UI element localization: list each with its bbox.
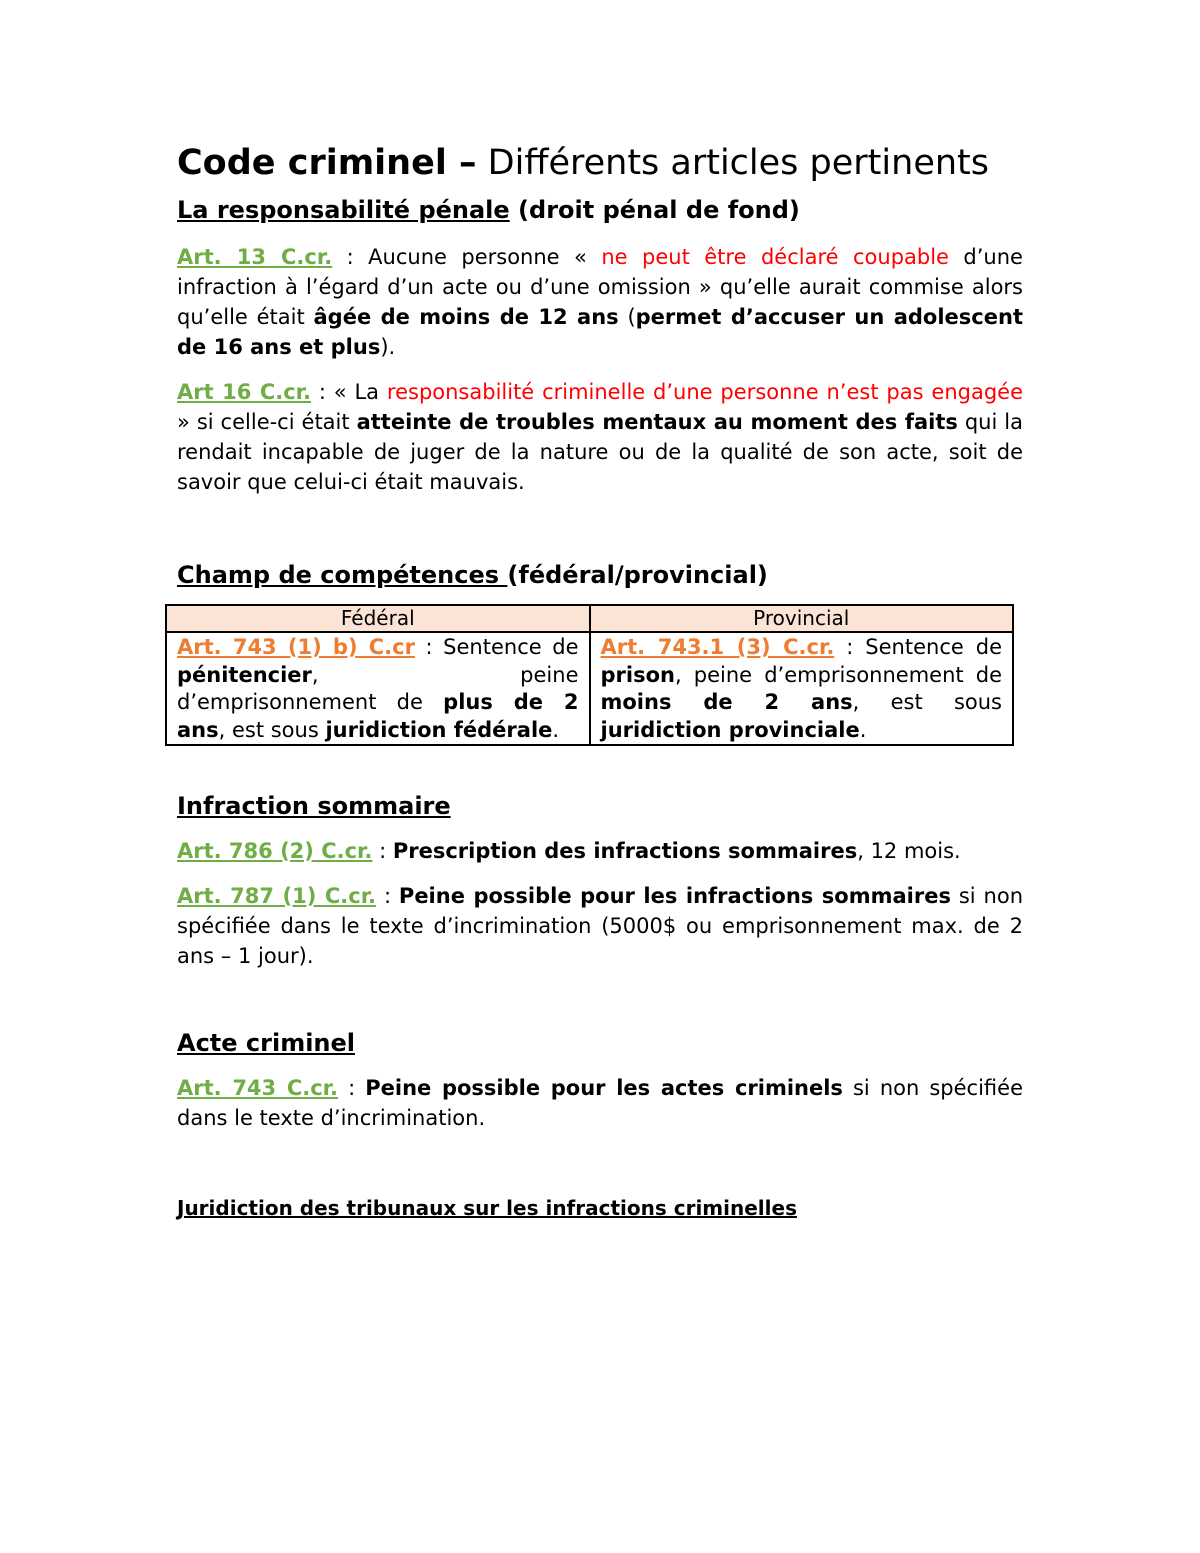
bold-text: prison bbox=[600, 662, 675, 687]
highlight-text: ne peut être déclaré coupable bbox=[601, 245, 949, 269]
text-run: , peine d’emprisonnement de bbox=[674, 662, 1002, 687]
text-run: . bbox=[859, 717, 867, 742]
text-run: : Sentence de bbox=[414, 635, 579, 659]
section-heading-responsabilite bbox=[177, 194, 1023, 226]
heading-text: Infraction sommaire bbox=[177, 792, 451, 820]
article-13-link[interactable]: Art. 13 C.cr. bbox=[177, 245, 333, 269]
bold-text: moins de 2 ans bbox=[600, 690, 853, 714]
highlight-text: responsabilité criminelle d’une personne n’est pas engagée bbox=[386, 380, 1023, 404]
bold-text: Peine possible pour les actes criminels bbox=[365, 1076, 843, 1100]
competences-table bbox=[165, 604, 1014, 746]
text-run: : bbox=[372, 839, 393, 863]
table-row bbox=[166, 632, 1013, 745]
document-content bbox=[177, 140, 1023, 1223]
table-cell-provincial bbox=[590, 632, 1014, 745]
text-run: ). bbox=[380, 335, 396, 359]
text-run: d’une infraction à l’égard d’un acte ou d’une omission » qu’elle aurait commise alors qu’elle était bbox=[177, 245, 1023, 329]
text-run: , est sous bbox=[852, 690, 1002, 714]
article-16-paragraph bbox=[177, 377, 1023, 497]
text-run: . bbox=[552, 717, 560, 742]
heading-suffix: (fédéral/provincial) bbox=[507, 561, 768, 589]
text-run: , 12 mois. bbox=[857, 839, 961, 863]
text-run: : bbox=[376, 884, 399, 908]
text-run: si non spécifiée dans le texte d’incrimination (5000$ ou emprisonnement max. de 2 ans – 1 jour). bbox=[177, 884, 1023, 968]
article-743-link[interactable]: Art. 743 C.cr. bbox=[177, 1076, 339, 1100]
article-786-paragraph bbox=[177, 836, 1023, 866]
text-run: , est sous bbox=[218, 717, 326, 742]
bold-text: Prescription des infractions sommaires bbox=[392, 839, 858, 863]
table-header-row bbox=[166, 605, 1013, 632]
title-bold: Code criminel – bbox=[177, 143, 477, 183]
text-run: : « La bbox=[311, 380, 387, 404]
article-13-paragraph bbox=[177, 242, 1023, 362]
section-heading-juridiction-tribunaux: Juridiction des tribunaux sur les infractions criminelles bbox=[177, 1196, 797, 1220]
article-743-1-3-link[interactable]: Art. 743.1 (3) C.cr. bbox=[600, 635, 835, 659]
page-title bbox=[177, 140, 1023, 186]
section-heading-infraction-sommaire bbox=[177, 790, 1023, 822]
bold-text: permet d’accuser un adolescent de 16 ans et plus bbox=[177, 305, 1023, 359]
heading-text: Acte criminel bbox=[177, 1029, 356, 1057]
section-heading-acte-criminel bbox=[177, 1027, 1023, 1059]
bold-text: juridiction fédérale bbox=[325, 717, 553, 742]
column-header-provincial: Provincial bbox=[590, 605, 1014, 632]
bold-text: juridiction provinciale bbox=[600, 717, 860, 742]
section-heading-competences bbox=[177, 559, 1023, 591]
bold-text: pénitencier bbox=[177, 662, 312, 687]
article-786-link[interactable]: Art. 786 (2) C.cr. bbox=[177, 839, 373, 863]
bold-text: âgée de moins de 12 ans bbox=[313, 305, 619, 329]
bold-text: Peine possible pour les infractions sommaires bbox=[398, 884, 951, 908]
column-header-federal: Fédéral bbox=[166, 605, 590, 632]
article-743-paragraph bbox=[177, 1073, 1023, 1133]
text-run: » si celle-ci était bbox=[177, 410, 357, 434]
text-run: si non spécifiée dans le texte d’incrimination. bbox=[177, 1076, 1023, 1130]
text-run: ( bbox=[618, 305, 636, 329]
text-run: : Sentence de bbox=[834, 635, 1002, 659]
heading-text: La responsabilité pénale bbox=[177, 196, 510, 224]
text-run: : bbox=[338, 1076, 366, 1100]
article-743-1b-link[interactable]: Art. 743 (1) b) C.cr bbox=[177, 635, 415, 659]
table-cell-federal bbox=[166, 632, 590, 745]
title-rest: Différents articles pertinents bbox=[476, 143, 989, 183]
heading-text: Champ de compétences bbox=[177, 561, 508, 589]
text-run: : Aucune personne « bbox=[332, 245, 602, 269]
article-787-paragraph bbox=[177, 881, 1023, 971]
bold-text: plus de 2 ans bbox=[177, 690, 579, 742]
text-run: qui la rendait incapable de juger de la nature ou de la qualité de son acte, soit de savoir que celui-ci était mauvais. bbox=[177, 410, 1023, 494]
article-16-link[interactable]: Art 16 C.cr. bbox=[177, 380, 312, 404]
article-787-link[interactable]: Art. 787 (1) C.cr. bbox=[177, 884, 377, 908]
bold-text: atteinte de troubles mentaux au moment des faits bbox=[356, 410, 958, 434]
text-run: , peine d’emprisonnement de bbox=[177, 662, 579, 714]
heading-suffix: (droit pénal de fond) bbox=[509, 196, 800, 224]
